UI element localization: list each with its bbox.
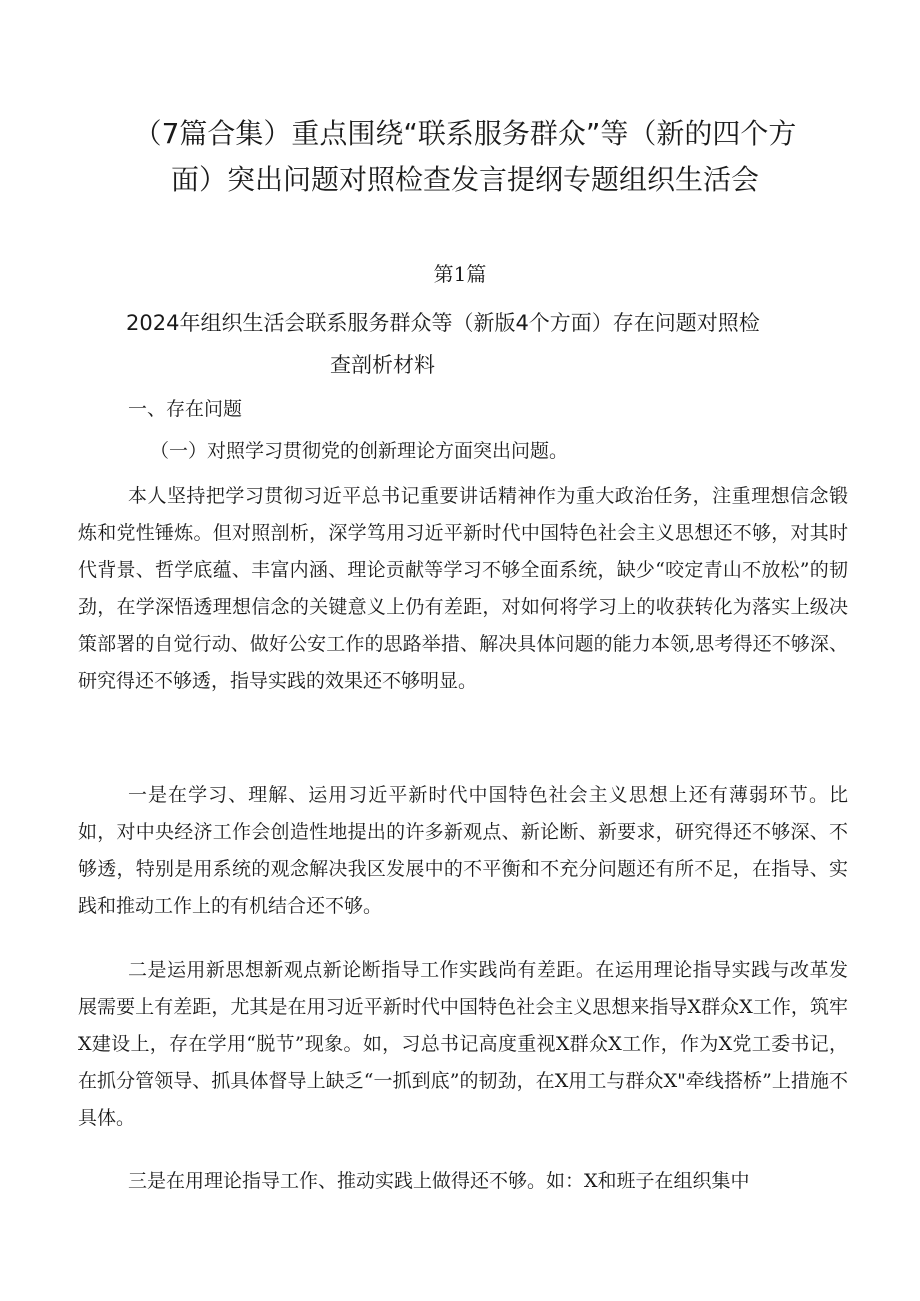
chapter-subtitle-line-1: 2024年组织生活会联系服务群众等（新版4个方面）存在问题对照检 xyxy=(126,311,760,335)
document-title-line-1: （7篇合集）重点围绕“联系服务群众”等（新的四个方 xyxy=(133,117,797,150)
chapter-subtitle-line-2: 查剖析材料 xyxy=(330,353,435,377)
subsection-heading: （一）对照学习贯彻党的创新理论方面突出问题。 xyxy=(150,440,569,462)
body-paragraph: 三是在用理论指导工作、推动实践上做得还不够。如：X和班子在组织集中 xyxy=(128,1170,750,1192)
section-heading: 一、存在问题 xyxy=(128,398,243,420)
document-title-line-2: 面）突出问题对照检查发言提纲专题组织生活会 xyxy=(170,163,759,196)
body-paragraph: 二是运用新思想新观点新论断指导工作实践尚有差距。在运用理论指导实践与改革发展需要上有差距，尤其是在用习近平新时代中国特色社会主义思想来指导X群众X工作，筑牢X建设上，存在学用“脱节”现象。如，习总书记高度重视X群众X工作，作为X党工委书记，在抓分管领导、抓具体督导上缺乏“一抓到底”的韧劲，在X用工与群众X"牵线搭桥”上措施不具体。 xyxy=(78,959,848,1129)
chapter-label: 第1篇 xyxy=(433,262,487,286)
body-paragraph: 一是在学习、理解、运用习近平新时代中国特色社会主义思想上还有薄弱环节。比如，对中央经济工作会创造性地提出的许多新观点、新论断、新要求，研究得还不够深、不够透，特别是用系统的观念解决我区发展中的不平衡和不充分问题还有所不足，在指导、实践和推动工作上的有机结合还不够。 xyxy=(78,784,848,917)
body-paragraph: 本人坚持把学习贯彻习近平总书记重要讲话精神作为重大政治任务，注重理想信念锻炼和党性锤炼。但对照剖析，深学笃用习近平新时代中国特色社会主义思想还不够，对其时代背景、哲学底蕴、丰富内涵、理论贡献等学习不够全面系统，缺少“咬定青山不放松”的韧劲，在学深悟透理想信念的关键意义上仍有差距，对如何将学习上的收获转化为落实上级决策部署的自觉行动、做好公安工作的思路举措、解决具体问题的能力本领,思考得还不够深、研究得还不够透，指导实践的效果还不够明显。 xyxy=(78,485,848,692)
